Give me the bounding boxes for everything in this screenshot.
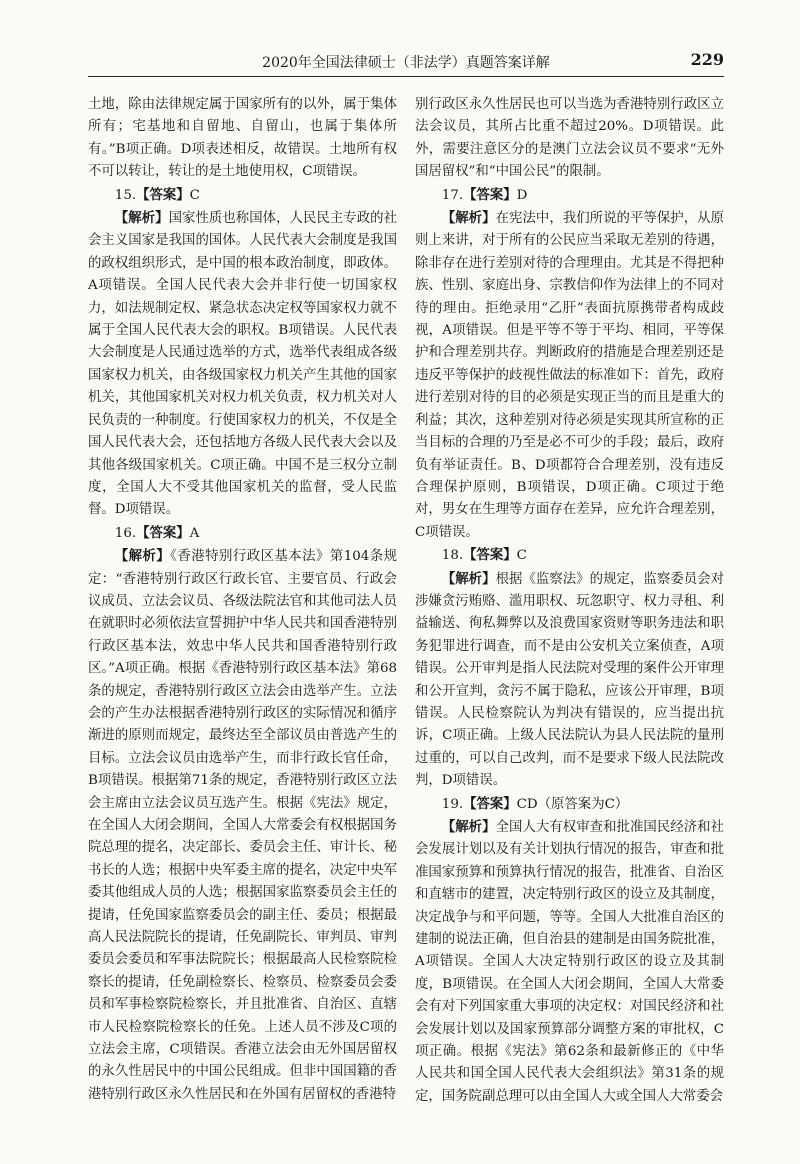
analysis-text: 全国人大有权审查和批准国民经济和社会发展计划以及有关计划执行情况的报告，审查和批准国家预算和预算执行情况的报告，批准省、自治区和直辖市的建置，决定特别行政区的设立及其制度，决定战争与和平问题，等等。全国人大批准自治区的建制的说法正确，但自治县的建制是由国务院批准，A项错误。全国人大决定特别行政区的设立及其制度，B项错误。在全国人大闭会期间，全国人大常委会有对下列国家重大事项的决定权：对国民经济和社会发展计划以及国家预算部分调整方案的审批权，C项正确。根据《宪法》第62条和最新修正的《中华人民共和国全国人民代表大会组织法》第31条的规定，国务院副总理可以由全国人大或全国人大常委会	[415, 820, 725, 1104]
answer-line-18	[415, 544, 724, 567]
answer-value: C	[516, 548, 527, 564]
right-column	[415, 94, 724, 1108]
question-number: 15.	[114, 187, 137, 203]
analysis-paragraph-15	[88, 207, 397, 522]
analysis-label: 【解析】	[114, 210, 169, 227]
analysis-text: 根据《监察法》的规定，监察委员会对涉嫌贪污贿赂、滥用职权、玩忽职守、权力寻租、利益输送、徇私舞弊以及浪费国家资财等职务违法和职务犯罪进行调查，而不是由公安机关立案侦查，A项错误。公开审判是指人民法院对受理的案件公开审理和公开宣判，贪污不属于隐私，应该公开审理，B项错误。人民检察院认为判决有错误的，应当提出抗诉，C项正确。上级人民法院认为县人民法院的量刑过重的，可以自己改判，而不是要求下级人民法院改判，D项错误。	[415, 571, 725, 789]
analysis-label: 【解析】	[441, 210, 496, 227]
analysis-paragraph-19	[415, 816, 724, 1108]
analysis-label: 【解析】	[441, 570, 496, 587]
running-header	[88, 46, 724, 77]
answer-line-17	[415, 184, 724, 207]
left-column	[88, 94, 397, 1106]
answer-label: 【答案】	[463, 795, 517, 812]
answer-label: 【答案】	[136, 186, 190, 203]
analysis-label: 【解析】	[114, 548, 171, 565]
answer-label: 【答案】	[136, 524, 190, 541]
analysis-paragraph-17	[415, 207, 724, 544]
analysis-paragraph-16	[88, 545, 397, 1106]
analysis-text: 《香港特别行政区基本法》第104条规定：“香港特别行政区行政长官、主要官员、行政会议成员、立法会议员、各级法院法官和其他司法人员在就职时必须依法宣誓拥护中华人民共和国香港特别行政区基本法，效忠中华人民共和国香港特别行政区。”A项正确。根据《香港特别行政区基本法》第68条的规定，香港特别行政区立法会由选举产生。立法会的产生办法根据香港特别行政区的实际情况和循序渐进的原则而规定，最终达至全部议员由普选产生的目标。立法会议员由选举产生，而非行政长官任命，B项错误。根据第71条的规定，香港特别行政区立法会主席由立法会议员互选产生。根据《宪法》规定，在全国人大闭会期间，全国人大常委会有权根据国务院总理的提名，决定部长、委员会主任、审计长、秘书长的人选；根据中央军委主席的提名，决定中央军委其他组成人员的人选；根据国家监察委员会主任的提请，任免国家监察委员会的副主任、委员；根据最高人民法院院长的提请，任免副院长、审判员、审判委员会委员和军事法院院长；根据最高人民检察院检察长的提请，任免副检察长、检察员、检察委员会委员和军事检察院检察长，并且批准省、自治区、直辖市人民检察院检察长的任免。上述人员不涉及C项的立法会主席，C项错误。香港立法会由无外国居留权的永久性居民中的中国公民组成。但非中国国籍的香港特别行政区永久性居民和在外国有居留权的香港特	[88, 549, 398, 1102]
answer-line-16	[88, 522, 397, 545]
question-number: 19.	[441, 796, 464, 812]
answer-label: 【答案】	[463, 547, 517, 564]
page-number: 229	[690, 50, 724, 69]
continued-paragraph: 别行政区永久性居民也可以当选为香港特别行政区立法会议员，其所占比重不超过20%。D项错误。此外，需要注意区分的是澳门立法会议员不要求“无外国居留权”和“中国公民”的限制。	[415, 97, 724, 180]
analysis-text: 在宪法中，我们所说的平等保护，从原则上来讲，对于所有的公民应当采取无差别的待遇，除非存在进行差别对待的合理理由。尤其是不得把种族、性别、家庭出身、宗教信仰作为法律上的不同对待的理由。拒绝录用“乙肝”表面抗原携带者构成歧视，A项错误。但是平等不等于平均、相同，平等保护和合理差别共存。判断政府的措施是合理差别还是违反平等保护的歧视性做法的标准如下：首先，政府进行差别对待的目的必须是实现正当的而且是重大的利益；其次，这种差别对待必须是实现其所宣称的正当目标的合理的乃至是必不可少的手段；最后，政府负有举证责任。B、D项都符合合理差别，没有违反合理保护原则，B项错误，D项正确。C项过于绝对，男女在生理等方面存在差异，应允许合理差别，C项错误。	[415, 211, 725, 540]
answer-value: C	[189, 187, 200, 203]
answer-value: D	[516, 187, 528, 203]
analysis-paragraph-18	[415, 568, 724, 793]
answer-value: CD（原答案为C）	[516, 796, 629, 812]
answer-line-19	[415, 793, 724, 816]
question-number: 17.	[441, 187, 464, 203]
question-number: 18.	[441, 548, 464, 564]
question-number: 16.	[114, 525, 137, 541]
answer-label: 【答案】	[463, 186, 517, 203]
analysis-text: 国家性质也称国体，人民民主专政的社会主义国家是我国的国体。人民代表大会制度是我国的政权组织形式，是中国的根本政治制度，即政体。A项错误。全国人民代表大会并非行使一切国家权力，如法规制定权、紧急状态决定权等国家权力就不属于全国人民代表大会的职权。B项错误。人民代表大会制度是人民通过选举的方式，选举代表组成各级国家权力机关，由各级国家权力机关产生其他的国家机关，其他国家机关对权力机关负责，权力机关对人民负责的一种制度。行使国家权力的机关，不仅是全国人民代表大会，还包括地方各级人民代表大会以及其他各级国家机关。C项正确。中国不是三权分立制度，全国人大不受其他国家机关的监督，受人民监督。D项错误。	[88, 211, 398, 518]
continued-paragraph: 土地，除由法律规定属于国家所有的以外，属于集体所有；宅基地和自留地、自留山，也属于集体所有。”B项正确。D项表述相反，故错误。土地所有权不可以转让，转让的是土地使用权，C项错误。	[88, 97, 397, 180]
analysis-label: 【解析】	[441, 819, 496, 835]
answer-value: A	[189, 525, 200, 541]
answer-line-15	[88, 184, 397, 207]
header-title: 2020年全国法律硕士（非法学）真题答案详解	[262, 55, 550, 71]
